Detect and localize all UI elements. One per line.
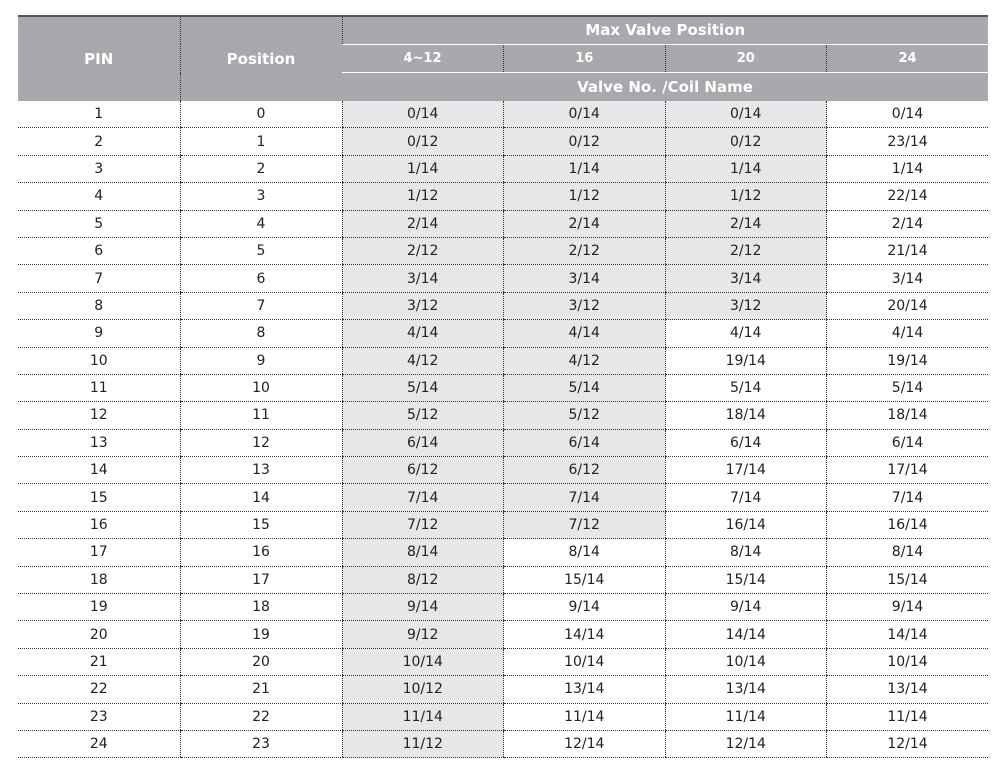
cell-valve-1: 1/14 [342,155,504,182]
cell-pin: 11 [18,374,180,401]
table-row [18,347,988,374]
header-valve-col-2: 16 [504,44,666,73]
cell-valve-4: 22/14 [827,183,989,210]
cell-position: 4 [180,210,342,237]
cell-valve-2: 7/14 [504,484,666,511]
cell-position: 17 [180,566,342,593]
cell-pin: 10 [18,347,180,374]
cell-valve-2: 13/14 [504,676,666,703]
cell-pin: 14 [18,457,180,484]
cell-valve-2: 9/14 [504,594,666,621]
cell-position: 2 [180,155,342,182]
table-row [18,457,988,484]
cell-valve-2: 11/14 [504,703,666,730]
cell-valve-1: 2/12 [342,237,504,264]
cell-valve-3: 1/14 [665,155,827,182]
cell-valve-2: 0/14 [504,101,666,128]
cell-pin: 9 [18,320,180,347]
table-row [18,539,988,566]
cell-position: 8 [180,320,342,347]
cell-valve-2: 12/14 [504,730,666,757]
cell-position: 13 [180,457,342,484]
cell-pin: 3 [18,155,180,182]
cell-valve-3: 3/12 [665,292,827,319]
table-header [18,16,988,101]
cell-pin: 12 [18,402,180,429]
cell-position: 9 [180,347,342,374]
cell-valve-3: 4/14 [665,320,827,347]
cell-pin: 21 [18,648,180,675]
cell-valve-4: 16/14 [827,511,989,538]
cell-valve-3: 16/14 [665,511,827,538]
cell-valve-4: 23/14 [827,128,989,155]
header-valve-col-3: 20 [665,44,827,73]
cell-pin: 4 [18,183,180,210]
cell-valve-1: 1/12 [342,183,504,210]
cell-valve-4: 3/14 [827,265,989,292]
valve-pin-table-container [18,15,988,758]
cell-valve-2: 4/12 [504,347,666,374]
cell-pin: 8 [18,292,180,319]
cell-valve-3: 3/14 [665,265,827,292]
cell-valve-4: 0/14 [827,101,989,128]
cell-valve-3: 19/14 [665,347,827,374]
cell-valve-1: 11/14 [342,703,504,730]
cell-pin: 24 [18,730,180,757]
table-row [18,210,988,237]
cell-valve-1: 8/14 [342,539,504,566]
cell-valve-2: 0/12 [504,128,666,155]
cell-valve-3: 0/14 [665,101,827,128]
cell-valve-3: 13/14 [665,676,827,703]
cell-pin: 17 [18,539,180,566]
cell-valve-1: 3/12 [342,292,504,319]
cell-valve-1: 6/14 [342,429,504,456]
table-row [18,621,988,648]
cell-position: 7 [180,292,342,319]
cell-valve-1: 11/12 [342,730,504,757]
cell-valve-2: 15/14 [504,566,666,593]
header-valve-col-1: 4~12 [342,44,504,73]
cell-pin: 18 [18,566,180,593]
cell-valve-3: 11/14 [665,703,827,730]
cell-valve-2: 10/14 [504,648,666,675]
cell-valve-1: 4/12 [342,347,504,374]
cell-valve-3: 1/12 [665,183,827,210]
cell-valve-3: 8/14 [665,539,827,566]
cell-valve-3: 14/14 [665,621,827,648]
cell-valve-3: 2/14 [665,210,827,237]
cell-position: 0 [180,101,342,128]
cell-valve-2: 1/14 [504,155,666,182]
cell-valve-4: 19/14 [827,347,989,374]
table-row [18,183,988,210]
cell-position: 18 [180,594,342,621]
cell-valve-2: 5/12 [504,402,666,429]
cell-position: 5 [180,237,342,264]
cell-valve-3: 18/14 [665,402,827,429]
cell-valve-4: 13/14 [827,676,989,703]
table-row [18,292,988,319]
cell-valve-4: 7/14 [827,484,989,511]
cell-valve-3: 9/14 [665,594,827,621]
cell-valve-4: 14/14 [827,621,989,648]
cell-valve-1: 0/12 [342,128,504,155]
cell-valve-4: 18/14 [827,402,989,429]
table-row [18,484,988,511]
cell-position: 16 [180,539,342,566]
cell-valve-4: 20/14 [827,292,989,319]
cell-position: 6 [180,265,342,292]
cell-valve-3: 10/14 [665,648,827,675]
cell-position: 22 [180,703,342,730]
cell-pin: 13 [18,429,180,456]
cell-pin: 19 [18,594,180,621]
table-row [18,648,988,675]
cell-position: 20 [180,648,342,675]
cell-position: 1 [180,128,342,155]
cell-valve-1: 5/14 [342,374,504,401]
cell-valve-4: 10/14 [827,648,989,675]
cell-valve-3: 6/14 [665,429,827,456]
cell-position: 19 [180,621,342,648]
cell-valve-2: 6/14 [504,429,666,456]
cell-valve-1: 4/14 [342,320,504,347]
cell-position: 10 [180,374,342,401]
cell-pin: 22 [18,676,180,703]
table-row [18,128,988,155]
cell-valve-1: 2/14 [342,210,504,237]
cell-valve-3: 15/14 [665,566,827,593]
header-valve-coil-name: Valve No. /Coil Name [342,73,988,101]
cell-valve-2: 1/12 [504,183,666,210]
header-position: Position [180,16,342,101]
table-row [18,429,988,456]
table-body [18,101,988,758]
cell-valve-4: 12/14 [827,730,989,757]
cell-valve-4: 15/14 [827,566,989,593]
cell-valve-2: 14/14 [504,621,666,648]
cell-valve-4: 1/14 [827,155,989,182]
cell-valve-3: 12/14 [665,730,827,757]
cell-valve-2: 7/12 [504,511,666,538]
cell-pin: 15 [18,484,180,511]
table-row [18,566,988,593]
cell-valve-2: 2/12 [504,237,666,264]
cell-valve-4: 9/14 [827,594,989,621]
cell-valve-1: 8/12 [342,566,504,593]
cell-valve-4: 21/14 [827,237,989,264]
cell-valve-1: 6/12 [342,457,504,484]
table-row [18,402,988,429]
cell-valve-2: 5/14 [504,374,666,401]
cell-position: 15 [180,511,342,538]
cell-valve-1: 10/14 [342,648,504,675]
cell-valve-1: 3/14 [342,265,504,292]
cell-valve-1: 5/12 [342,402,504,429]
cell-valve-3: 2/12 [665,237,827,264]
cell-pin: 6 [18,237,180,264]
table-row [18,511,988,538]
cell-valve-2: 8/14 [504,539,666,566]
cell-valve-4: 5/14 [827,374,989,401]
cell-position: 14 [180,484,342,511]
table-row [18,155,988,182]
cell-valve-4: 8/14 [827,539,989,566]
header-pin: PIN [18,16,180,101]
cell-valve-4: 6/14 [827,429,989,456]
cell-valve-2: 6/12 [504,457,666,484]
cell-position: 12 [180,429,342,456]
cell-valve-3: 0/12 [665,128,827,155]
header-max-valve-position: Max Valve Position [342,16,988,44]
cell-valve-2: 3/14 [504,265,666,292]
table-row [18,730,988,757]
cell-valve-1: 9/12 [342,621,504,648]
cell-valve-4: 4/14 [827,320,989,347]
cell-pin: 1 [18,101,180,128]
cell-valve-2: 3/12 [504,292,666,319]
cell-valve-1: 0/14 [342,101,504,128]
table-row [18,237,988,264]
table-row [18,101,988,128]
cell-pin: 5 [18,210,180,237]
cell-position: 3 [180,183,342,210]
table-row [18,703,988,730]
cell-valve-4: 17/14 [827,457,989,484]
cell-valve-1: 7/14 [342,484,504,511]
table-row [18,320,988,347]
header-valve-col-4: 24 [827,44,989,73]
valve-pin-table [18,15,988,758]
cell-pin: 7 [18,265,180,292]
cell-valve-1: 10/12 [342,676,504,703]
cell-valve-2: 2/14 [504,210,666,237]
cell-valve-3: 7/14 [665,484,827,511]
cell-position: 21 [180,676,342,703]
cell-valve-3: 17/14 [665,457,827,484]
table-row [18,265,988,292]
cell-pin: 23 [18,703,180,730]
cell-position: 23 [180,730,342,757]
cell-valve-4: 11/14 [827,703,989,730]
cell-pin: 2 [18,128,180,155]
cell-valve-3: 5/14 [665,374,827,401]
cell-valve-2: 4/14 [504,320,666,347]
table-row [18,594,988,621]
cell-valve-4: 2/14 [827,210,989,237]
table-row [18,676,988,703]
cell-valve-1: 9/14 [342,594,504,621]
cell-pin: 16 [18,511,180,538]
table-row [18,374,988,401]
cell-position: 11 [180,402,342,429]
cell-pin: 20 [18,621,180,648]
cell-valve-1: 7/12 [342,511,504,538]
